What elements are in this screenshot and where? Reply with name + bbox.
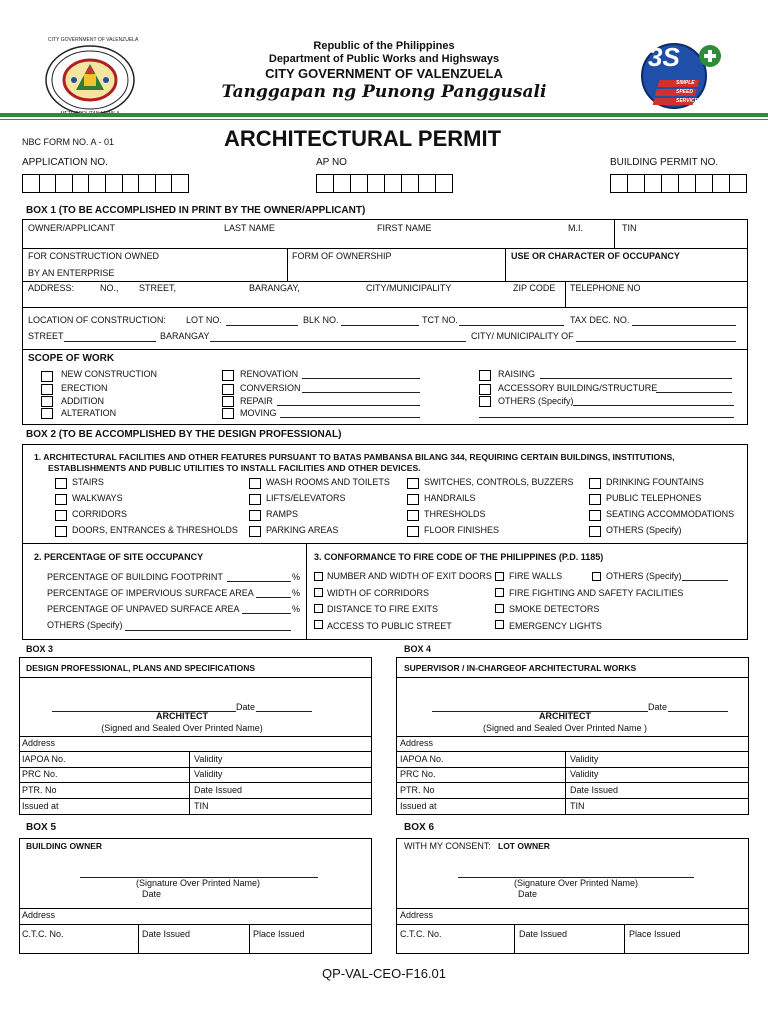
box5-title: BUILDING OWNER <box>26 841 103 851</box>
distance-fire-exits-checkbox[interactable] <box>314 604 323 613</box>
seating-accommodations-checkbox[interactable] <box>589 510 601 521</box>
box6-title: LOT OWNER <box>498 841 550 851</box>
box3-validity-label-2: Validity <box>194 769 223 779</box>
badge-tag-simple: SIMPLE <box>676 80 695 86</box>
box4-col-divider <box>565 751 566 815</box>
form-title: ARCHITECTURAL PERMIT <box>224 126 502 151</box>
box6-place-issued-label: Place Issued <box>629 929 681 939</box>
form-of-ownership-label: FORM OF OWNERSHIP <box>292 251 392 261</box>
others-scope-input-line2[interactable] <box>479 417 734 418</box>
walkways-checkbox[interactable] <box>55 494 67 505</box>
box1-heading: BOX 1 (TO BE ACCOMPLISHED IN PRINT BY THE OWNER/APPLICANT) <box>26 205 366 216</box>
conversion-input[interactable] <box>302 392 420 393</box>
box3-date-issued-label: Date Issued <box>194 785 243 795</box>
box4-row-line <box>396 736 749 737</box>
box5-date-label: Date <box>142 889 162 899</box>
box4-architect-label: ARCHITECT <box>539 711 591 721</box>
box5-ctc-label: C.T.C. No. <box>22 929 64 939</box>
building-permit-no-label: BUILDING PERMIT NO. <box>610 157 719 168</box>
others-scope-label: OTHERS (Specify) <box>498 396 574 406</box>
city-municipality-label: CITY/ MUNICIPALITY OF <box>471 331 574 341</box>
address-city-label: CITY/MUNICIPALITY <box>366 283 452 293</box>
box2-section-divider <box>306 543 307 640</box>
header-divider-thin <box>0 119 768 120</box>
ramps-checkbox[interactable] <box>249 510 261 521</box>
exit-doors-label: NUMBER AND WIDTH OF EXIT DOORS <box>327 571 492 581</box>
box6-date-issued-label: Date Issued <box>519 929 568 939</box>
building-footprint-label: PERCENTAGE OF BUILDING FOOTPRINT <box>47 572 223 582</box>
moving-checkbox[interactable] <box>222 408 234 419</box>
facilities-title-line2: ESTABLISHMENTS AND PUBLIC UTILITIES TO INSTALL FACILITIES AND OTHER DEVICES. <box>48 463 421 473</box>
access-public-street-label: ACCESS TO PUBLIC STREET <box>327 621 452 631</box>
unpaved-surface-label: PERCENTAGE OF UNPAVED SURFACE AREA <box>47 604 240 614</box>
lot-no-input[interactable] <box>226 325 298 326</box>
box6-label: BOX 6 <box>404 822 435 833</box>
header-department: Department of Public Works and Highsways <box>268 53 500 65</box>
erection-checkbox[interactable] <box>41 384 53 395</box>
smoke-detectors-label: SMOKE DETECTORS <box>509 604 600 614</box>
telephone-label: TELEPHONE NO <box>570 283 641 293</box>
box4-row-line <box>396 767 749 768</box>
box5-address-label: Address <box>22 910 56 920</box>
thresholds-checkbox[interactable] <box>407 510 419 521</box>
fire-fighting-checkbox[interactable] <box>495 588 504 597</box>
box5-signature-label: (Signature Over Printed Name) <box>136 878 261 888</box>
new-construction-label: NEW CONSTRUCTION <box>61 369 157 379</box>
handrails-checkbox[interactable] <box>407 494 419 505</box>
box3-prc-label: PRC No. <box>22 769 58 779</box>
box4-date-label: Date <box>648 702 668 712</box>
box6-ctc-label: C.T.C. No. <box>400 929 442 939</box>
box3-address-label: Address <box>22 738 56 748</box>
building-footprint-percent: % <box>292 572 301 582</box>
box1-row-line <box>22 281 748 282</box>
box5-frame <box>19 838 372 954</box>
box3-date-label: Date <box>236 702 256 712</box>
accessory-building-checkbox[interactable] <box>479 384 491 395</box>
new-construction-checkbox[interactable] <box>41 371 53 382</box>
drinking-fountains-checkbox[interactable] <box>589 478 601 489</box>
public-telephones-checkbox[interactable] <box>589 494 601 505</box>
last-name-label: LAST NAME <box>224 223 275 233</box>
box6-row-line <box>396 924 749 925</box>
box4-tin-label: TIN <box>570 801 585 811</box>
public-telephones-label: PUBLIC TELEPHONES <box>606 493 702 503</box>
telephone-divider <box>565 281 566 307</box>
city-seal-logo <box>44 44 136 116</box>
tin-divider <box>614 219 615 248</box>
box2-heading: BOX 2 (TO BE ACCOMPLISHED BY THE DESIGN PROFESSIONAL) <box>26 429 342 440</box>
badge-main-text: 3S <box>648 42 680 72</box>
box3-col-divider <box>189 751 190 815</box>
box3-title: DESIGN PROFESSIONAL, PLANS AND SPECIFICATIONS <box>26 663 256 673</box>
fire-fighting-label: FIRE FIGHTING AND SAFETY FACILITIES <box>509 588 684 598</box>
switches-label: SWITCHES, CONTROLS, BUZZERS <box>424 477 574 487</box>
box3-ptr-label: PTR. No <box>22 785 57 795</box>
box3-title-line <box>19 677 372 678</box>
smoke-detectors-checkbox[interactable] <box>495 604 504 613</box>
stairs-checkbox[interactable] <box>55 478 67 489</box>
tct-no-input[interactable] <box>459 325 564 326</box>
width-corridors-checkbox[interactable] <box>314 588 323 597</box>
box4-row-line <box>396 751 749 752</box>
walkways-label: WALKWAYS <box>72 493 123 503</box>
box5-label: BOX 5 <box>26 822 57 833</box>
box4-ptr-label: PTR. No <box>400 785 435 795</box>
addition-label: ADDITION <box>61 396 105 406</box>
box3-architect-label: ARCHITECT <box>156 711 208 721</box>
corridors-checkbox[interactable] <box>55 510 67 521</box>
box4-validity-label-2: Validity <box>570 769 599 779</box>
stairs-label: STAIRS <box>72 477 104 487</box>
city-municipality-input[interactable] <box>576 341 736 342</box>
box6-col-divider <box>624 924 625 954</box>
box1-row-line <box>22 248 748 249</box>
floor-finishes-checkbox[interactable] <box>407 526 419 537</box>
raising-label: RAISING <box>498 369 536 379</box>
barangay-label: BARANGAY <box>160 331 210 341</box>
application-no-input[interactable] <box>22 174 189 193</box>
unpaved-surface-percent: % <box>292 604 301 614</box>
lifts-elevators-checkbox[interactable] <box>249 494 261 505</box>
box1-row-line <box>22 307 748 308</box>
others-scope-checkbox[interactable] <box>479 396 491 407</box>
box5-row-line <box>19 908 372 909</box>
badge-tag-speed: SPEED <box>676 89 693 95</box>
accessory-building-input[interactable] <box>656 392 732 393</box>
accessory-building-label: ACCESSORY BUILDING/STRUCTURE <box>498 383 658 393</box>
alteration-checkbox[interactable] <box>41 408 53 419</box>
parking-areas-checkbox[interactable] <box>249 526 261 537</box>
conversion-checkbox[interactable] <box>222 384 234 395</box>
form-code: QP-VAL-CEO-F16.01 <box>321 966 447 981</box>
box3-row-line <box>19 751 372 752</box>
owner-applicant-label: OWNER/APPLICANT <box>28 223 116 233</box>
box4-prc-label: PRC No. <box>400 769 436 779</box>
moving-label: MOVING <box>240 408 277 418</box>
box4-row-line <box>396 798 749 799</box>
conversion-label: CONVERSION <box>240 383 301 393</box>
others-facilities-checkbox[interactable] <box>589 526 601 537</box>
ap-no-label: AP NO <box>316 157 347 168</box>
box4-iapoa-label: IAPOA No. <box>400 754 444 764</box>
mi-label: M.I. <box>568 223 583 233</box>
box4-date-issued-label: Date Issued <box>570 785 619 795</box>
impervious-surface-label: PERCENTAGE OF IMPERVIOUS SURFACE AREA <box>47 588 254 598</box>
box5-row-line <box>19 924 372 925</box>
box3-row-line <box>19 798 372 799</box>
renovation-input[interactable] <box>302 378 420 379</box>
wash-rooms-checkbox[interactable] <box>249 478 261 489</box>
header-city-government: CITY GOVERNMENT OF VALENZUELA <box>265 66 503 81</box>
emergency-lights-checkbox[interactable] <box>495 620 504 629</box>
seating-accommodations-label: SEATING ACCOMMODATIONS <box>606 509 735 519</box>
box3-row-line <box>19 736 372 737</box>
box3-iapoa-label: IAPOA No. <box>22 754 66 764</box>
raising-input[interactable] <box>540 378 732 379</box>
box5-date-issued-label: Date Issued <box>142 929 191 939</box>
first-name-label: FIRST NAME <box>377 223 432 233</box>
unpaved-surface-input[interactable] <box>242 613 291 614</box>
ramps-label: RAMPS <box>266 509 299 519</box>
use-occupancy-label: USE OR CHARACTER OF OCCUPANCY <box>511 251 680 261</box>
erection-label: ERECTION <box>61 383 108 393</box>
tax-dec-input[interactable] <box>632 325 736 326</box>
repair-input[interactable] <box>277 405 420 406</box>
blk-no-input[interactable] <box>341 325 419 326</box>
drinking-fountains-label: DRINKING FOUNTAINS <box>606 477 704 487</box>
zip-code-label: ZIP CODE <box>513 283 556 293</box>
handrails-label: HANDRAILS <box>424 493 476 503</box>
header-republic: Republic of the Philippines <box>313 40 455 52</box>
others-fire-input[interactable] <box>682 580 728 581</box>
others-fire-checkbox[interactable] <box>592 572 601 581</box>
box4-issued-at-label: Issued at <box>400 801 437 811</box>
width-corridors-label: WIDTH OF CORRIDORS <box>327 588 429 598</box>
tin-label: TIN <box>622 223 637 233</box>
others-occupancy-label: OTHERS (Specify) <box>47 620 123 630</box>
box4-address-label: Address <box>400 738 434 748</box>
box3-issued-at-label: Issued at <box>22 801 59 811</box>
box3-label: BOX 3 <box>26 644 54 654</box>
others-occupancy-input[interactable] <box>125 630 291 631</box>
switches-checkbox[interactable] <box>407 478 419 489</box>
lifts-elevators-label: LIFTS/ELEVATORS <box>266 493 346 503</box>
address-barangay-label: BARANGAY, <box>249 283 300 293</box>
others-scope-input[interactable] <box>573 405 734 406</box>
doors-entrances-label: DOORS, ENTRANCES & THRESHOLDS <box>72 525 238 535</box>
box4-signed-label: (Signed and Sealed Over Printed Name ) <box>482 723 648 733</box>
scope-of-work-title: SCOPE OF WORK <box>28 353 115 364</box>
building-footprint-input[interactable] <box>227 581 291 582</box>
box3-signed-label: (Signed and Sealed Over Printed Name) <box>101 723 263 733</box>
blk-no-label: BLK NO. <box>303 315 339 325</box>
impervious-surface-input[interactable] <box>256 597 291 598</box>
barangay-input[interactable] <box>210 341 466 342</box>
distance-fire-exits-label: DISTANCE TO FIRE EXITS <box>327 604 439 614</box>
seal-text-top: CITY GOVERNMENT OF VALENZUELA <box>48 37 139 43</box>
box2-section-line <box>22 543 748 544</box>
address-street-label: STREET, <box>139 283 177 293</box>
box1-row-line <box>22 349 748 350</box>
box6-consent-label: WITH MY CONSENT: <box>404 841 491 851</box>
address-no-label: NO., <box>100 283 119 293</box>
repair-label: REPAIR <box>240 396 273 406</box>
parking-areas-label: PARKING AREAS <box>266 525 339 535</box>
box3-validity-label: Validity <box>194 754 223 764</box>
box3-row-line <box>19 782 372 783</box>
box6-signature-label: (Signature Over Printed Name) <box>514 878 639 888</box>
street-input[interactable] <box>64 341 156 342</box>
box3-row-line <box>19 767 372 768</box>
addition-checkbox[interactable] <box>41 396 53 407</box>
thresholds-label: THRESHOLDS <box>424 509 486 519</box>
exit-doors-checkbox[interactable] <box>314 572 323 581</box>
building-permit-no-input[interactable] <box>610 174 747 193</box>
others-facilities-label: OTHERS (Specify) <box>606 525 682 535</box>
box3-tin-label: TIN <box>194 801 209 811</box>
fire-walls-label: FIRE WALLS <box>509 571 563 581</box>
access-public-street-checkbox[interactable] <box>314 620 323 629</box>
box5-place-issued-label: Place Issued <box>253 929 305 939</box>
impervious-surface-percent: % <box>292 588 301 598</box>
box4-label: BOX 4 <box>404 644 432 654</box>
floor-finishes-label: FLOOR FINISHES <box>424 525 500 535</box>
location-label: LOCATION OF CONSTRUCTION: <box>28 315 166 325</box>
ap-no-input[interactable] <box>316 174 453 193</box>
badge-tag-service: SERVICE <box>676 98 698 104</box>
doors-entrances-checkbox[interactable] <box>55 526 67 537</box>
fire-walls-checkbox[interactable] <box>495 572 504 581</box>
lot-no-label: LOT NO. <box>186 315 222 325</box>
box6-col-divider <box>514 924 515 954</box>
wash-rooms-label: WASH ROOMS AND TOILETS <box>266 477 390 487</box>
application-no-label: APPLICATION NO. <box>22 157 108 168</box>
tct-no-label: TCT NO. <box>422 315 458 325</box>
facilities-title-line1: 1. ARCHITECTURAL FACILITIES AND OTHER FEATURES PURSUANT TO BATAS PAMBANSA BILANG 344, REQUIRING CERTAIN BUILDINGS, INSTITUTIONS, <box>34 452 675 462</box>
box6-frame <box>396 838 749 954</box>
box6-address-label: Address <box>400 910 434 920</box>
occupancy-divider <box>505 248 506 281</box>
for-construction-label-2: BY AN ENTERPRISE <box>28 268 115 278</box>
header-divider-green <box>0 113 768 117</box>
box4-title-line <box>396 677 749 678</box>
box5-col-divider <box>249 924 250 954</box>
renovation-checkbox[interactable] <box>222 370 234 381</box>
box5-col-divider <box>138 924 139 954</box>
emergency-lights-label: EMERGENCY LIGHTS <box>509 621 602 631</box>
site-occupancy-title: 2. PERCENTAGE OF SITE OCCUPANCY <box>34 552 204 562</box>
ownership-divider <box>287 248 288 281</box>
alteration-label: ALTERATION <box>61 408 117 418</box>
box4-validity-label: Validity <box>570 754 599 764</box>
box6-row-line <box>396 908 749 909</box>
box4-row-line <box>396 782 749 783</box>
header-office-name: Tanggapan ng Punong Panggusali <box>221 82 547 102</box>
for-construction-label-1: FOR CONSTRUCTION OWNED <box>28 251 159 261</box>
repair-checkbox[interactable] <box>222 396 234 407</box>
nbc-form-number: NBC FORM NO. A - 01 <box>22 137 115 147</box>
box6-date-label: Date <box>518 889 538 899</box>
tax-dec-label: TAX DEC. NO. <box>570 315 630 325</box>
moving-input[interactable] <box>280 417 420 418</box>
street-label: STREET <box>28 331 64 341</box>
box4-title: SUPERVISOR / IN-CHARGEOF ARCHITECTURAL WORKS <box>404 663 637 673</box>
corridors-label: CORRIDORS <box>72 509 128 519</box>
others-fire-label: OTHERS (Specify) <box>606 571 682 581</box>
raising-checkbox[interactable] <box>479 370 491 381</box>
fire-code-title: 3. CONFORMANCE TO FIRE CODE OF THE PHILIPPINES (P.D. 1185) <box>314 552 604 562</box>
renovation-label: RENOVATION <box>240 369 299 379</box>
address-label: ADDRESS: <box>28 283 75 293</box>
